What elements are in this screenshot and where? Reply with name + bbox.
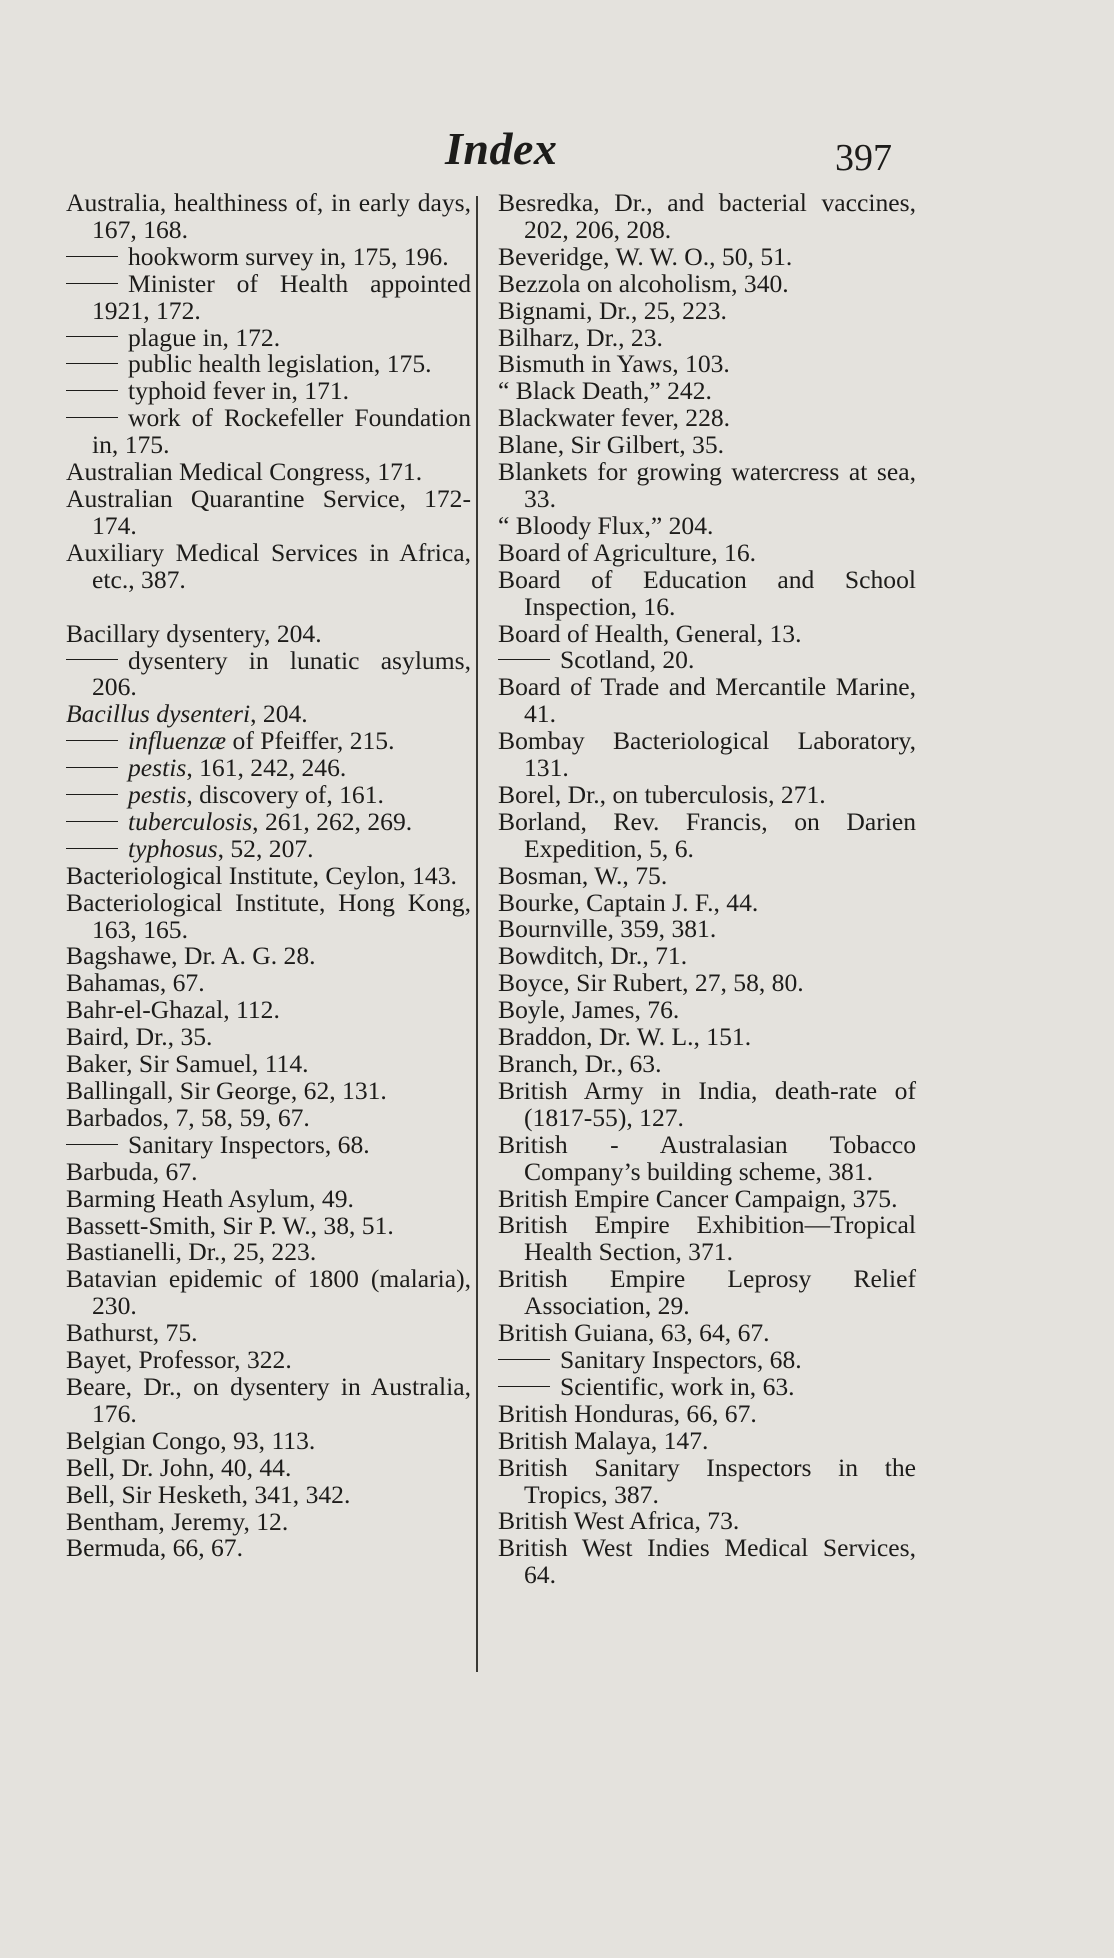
entry-text: Ballingall, Sir George, 62, 131. — [66, 1076, 387, 1105]
index-entry — [66, 483, 471, 540]
entry-text: British West Africa, 73. — [498, 1506, 740, 1536]
entry-text: Baird, Dr., 35. — [66, 1022, 213, 1052]
index-entry — [66, 1266, 471, 1320]
index-entry — [66, 618, 471, 648]
index-subentry — [66, 268, 471, 325]
index-entry — [66, 1156, 471, 1186]
repeat-dash — [66, 848, 118, 849]
index-entry — [498, 943, 916, 970]
index-entry — [66, 1347, 471, 1374]
index-entry — [498, 241, 916, 271]
index-entry — [66, 1024, 471, 1051]
index-column-right — [498, 190, 916, 1589]
index-entry — [498, 322, 916, 352]
entry-text: Belgian Congo, 93, 113. — [66, 1425, 316, 1455]
index-entry — [66, 997, 471, 1024]
index-subentry — [66, 405, 471, 459]
entry-text: Batavian epidemic of 1800 (malaria), 230. — [66, 1264, 471, 1321]
entry-text: British Empire Cancer Campaign, 375. — [498, 1183, 898, 1213]
index-entry — [498, 887, 916, 917]
entry-text: Bowditch, Dr., 71. — [498, 941, 688, 971]
entry-text: Bahamas, 67. — [66, 968, 205, 998]
entry-text: Boyce, Sir Rubert, 27, 58, 80. — [498, 968, 804, 998]
entry-text: Board of Education and School Inspection, 16. — [498, 564, 916, 621]
index-column-left — [66, 190, 471, 1562]
entry-text: work of Rockefeller Foundation in, 175. — [92, 403, 471, 460]
index-entry — [66, 701, 471, 728]
index-entry — [498, 779, 916, 809]
entry-text: Bezzola on alcoholism, 340. — [498, 268, 789, 298]
entry-text: Braddon, Dr. W. L., 151. — [498, 1022, 752, 1052]
repeat-dash — [66, 1144, 118, 1145]
index-entry — [498, 378, 916, 405]
index-entry — [66, 459, 471, 486]
entry-text: Board of Agriculture, 16. — [498, 537, 757, 567]
index-entry — [498, 1452, 916, 1509]
index-entry — [66, 1535, 471, 1562]
index-entry — [66, 1210, 471, 1240]
repeat-dash — [498, 1359, 550, 1360]
entry-text: Bermuda, 66, 67. — [66, 1533, 243, 1563]
entry-text: Bosman, W., 75. — [498, 860, 668, 890]
repeat-dash — [66, 740, 118, 741]
index-subentry — [66, 782, 471, 809]
entry-text: Bastianelli, Dr., 25, 223. — [66, 1237, 317, 1267]
entry-text: Bentham, Jeremy, 12. — [66, 1506, 289, 1536]
repeat-dash — [66, 767, 118, 768]
index-entry — [498, 1320, 916, 1347]
entry-text: “ Black Death,” 242. — [498, 376, 712, 406]
index-entry — [498, 674, 916, 728]
page-title: Index — [445, 123, 558, 174]
index-subentry — [498, 1344, 916, 1374]
index-entry — [66, 1425, 471, 1455]
index-subentry — [498, 1371, 916, 1401]
index-entry — [498, 728, 916, 782]
index-subentry — [66, 351, 471, 378]
entry-text: Bassett-Smith, Sir P. W., 38, 51. — [66, 1210, 394, 1240]
entry-text: , 261, 262, 269. — [252, 806, 413, 836]
entry-text: Besredka, Dr., and bacterial vaccines, 202, 206, 208. — [498, 188, 916, 244]
entry-text: Bagshawe, Dr. A. G. 28. — [66, 941, 316, 971]
entry-text: Bell, Dr. John, 40, 44. — [66, 1452, 292, 1482]
index-entry — [66, 970, 471, 997]
index-entry — [66, 1320, 471, 1347]
repeat-dash — [66, 363, 118, 364]
repeat-dash — [66, 794, 118, 795]
index-entry — [66, 190, 471, 244]
entry-text: Board of Health, General, 13. — [498, 618, 802, 648]
entry-text: British Malaya, 147. — [498, 1425, 709, 1455]
entry-term-italic: Bacillus dysenteri — [66, 699, 251, 729]
index-entry — [498, 351, 916, 378]
index-subentry — [66, 645, 471, 702]
index-entry — [498, 1425, 916, 1455]
repeat-dash — [498, 659, 550, 660]
entry-text: British Army in India, death-rate of (1817-55), 127. — [498, 1075, 916, 1132]
index-entry — [66, 1102, 471, 1132]
index-entry — [498, 432, 916, 459]
repeat-dash — [66, 390, 118, 391]
index-entry — [66, 1479, 471, 1509]
entry-text: Barming Heath Asylum, 49. — [66, 1183, 354, 1213]
entry-text: Australia, healthiness of, in early days, 167, 168. — [66, 188, 471, 244]
index-subentry — [498, 647, 916, 674]
entry-text: Bacillary dysentery, 204. — [66, 618, 322, 648]
repeat-dash — [66, 256, 118, 257]
repeat-dash — [66, 336, 118, 337]
entry-text: , discovery of, 161. — [186, 780, 384, 810]
entry-text: British West Indies Medical Services, 64. — [498, 1533, 916, 1590]
index-subentry — [66, 728, 471, 755]
entry-text: Bacteriological Institute, Hong Kong, 163, 165. — [66, 887, 471, 944]
index-entry — [498, 916, 916, 943]
entry-text: Boyle, James, 76. — [498, 995, 680, 1025]
entry-text: Bahr-el-Ghazal, 112. — [66, 995, 280, 1025]
repeat-dash — [66, 417, 118, 418]
entry-text: typhoid fever in, 171. — [128, 376, 350, 406]
entry-text: , 52, 207. — [217, 833, 314, 863]
entry-text: Bignami, Dr., 25, 223. — [498, 295, 727, 325]
index-entry — [498, 268, 916, 298]
entry-text: Bourke, Captain J. F., 44. — [498, 887, 759, 917]
index-entry — [66, 860, 471, 890]
entry-text: British Empire Exhibition—Tropical Health Section, 371. — [498, 1210, 916, 1267]
index-subentry — [66, 806, 471, 836]
index-subentry — [66, 378, 471, 405]
index-entry — [66, 1371, 471, 1428]
entry-text: Sanitary Inspectors, 68. — [560, 1344, 802, 1374]
column-divider — [476, 196, 478, 1672]
index-entry — [498, 997, 916, 1024]
entry-text: Beare, Dr., on dysentery in Australia, 176. — [66, 1371, 471, 1428]
index-entry — [66, 1239, 471, 1266]
entry-text: Scientific, work in, 63. — [560, 1371, 795, 1401]
entry-text: “ Bloody Flux,” 204. — [498, 510, 714, 540]
index-entry — [498, 510, 916, 540]
index-entry — [498, 459, 916, 513]
index-entry — [498, 1075, 916, 1132]
entry-text: of Pfeiffer, 215. — [226, 726, 395, 756]
index-entry — [66, 1078, 471, 1105]
entry-term-italic: pestis — [128, 780, 187, 810]
index-subentry — [66, 1129, 471, 1159]
index-entry — [498, 295, 916, 325]
index-entry — [66, 887, 471, 944]
entry-text: Bacteriological Institute, Ceylon, 143. — [66, 860, 457, 890]
index-entry — [498, 1183, 916, 1213]
index-entry — [66, 943, 471, 970]
repeat-dash — [66, 659, 118, 660]
entry-text: Auxiliary Medical Services in Africa, etc., 387. — [66, 537, 471, 594]
entry-text: Bathurst, 75. — [66, 1318, 198, 1348]
entry-term-italic: influenzæ — [128, 726, 227, 756]
index-entry — [66, 537, 471, 594]
index-subentry — [66, 241, 471, 271]
entry-text: Bombay Bacteriological Laboratory, 131. — [498, 726, 916, 783]
entry-text: Australian Quarantine Service, 172-174. — [66, 483, 471, 540]
entry-text: plague in, 172. — [128, 322, 281, 352]
entry-text: , 204. — [250, 699, 308, 729]
entry-text: Bournville, 359, 381. — [498, 914, 717, 944]
index-entry — [498, 1398, 916, 1428]
entry-text: Australian Medical Congress, 171. — [66, 457, 423, 487]
entry-term-italic: pestis — [128, 753, 187, 783]
entry-text: Borel, Dr., on tuberculosis, 271. — [498, 779, 826, 809]
entry-text: Minister of Health appointed 1921, 172. — [92, 268, 471, 325]
index-entry — [498, 1024, 916, 1051]
entry-text: Board of Trade and Mercantile Marine, 41. — [498, 672, 916, 729]
index-entry — [498, 860, 916, 890]
entry-text: hookworm survey in, 175, 196. — [128, 241, 449, 271]
entry-text: Bell, Sir Hesketh, 341, 342. — [66, 1479, 351, 1509]
index-entry — [66, 1051, 471, 1078]
entry-text: British - Australasian Tobacco Company’s building scheme, 381. — [498, 1129, 916, 1186]
entry-text: dysentery in lunatic asylums, 206. — [92, 645, 471, 702]
entry-text: Branch, Dr., 63. — [498, 1049, 662, 1078]
entry-text: Bilharz, Dr., 23. — [498, 322, 663, 352]
entry-text: Bayet, Professor, 322. — [66, 1345, 292, 1375]
repeat-dash — [66, 821, 118, 822]
index-entry — [498, 1508, 916, 1535]
entry-text: British Empire Leprosy Relief Association, 29. — [498, 1264, 916, 1321]
index-entry — [498, 806, 916, 863]
entry-text: Bismuth in Yaws, 103. — [498, 349, 730, 379]
index-entry — [498, 1266, 916, 1320]
entry-text: Scotland, 20. — [560, 645, 695, 675]
index-entry — [498, 970, 916, 997]
entry-text: public health legislation, 175. — [128, 349, 432, 379]
index-entry — [498, 1535, 916, 1589]
entry-text: , 161, 242, 246. — [186, 753, 347, 783]
index-entry — [498, 537, 916, 567]
entry-text: Blackwater fever, 228. — [498, 403, 731, 433]
entry-text: Barbuda, 67. — [66, 1156, 198, 1186]
page-number: 397 — [835, 137, 892, 179]
entry-text: British Guiana, 63, 64, 67. — [498, 1318, 770, 1348]
index-entry — [498, 1129, 916, 1186]
index-entry — [498, 618, 916, 648]
repeat-dash — [66, 283, 118, 284]
entry-text: British Sanitary Inspectors in the Tropics, 387. — [498, 1452, 916, 1509]
entry-text: Beveridge, W. W. O., 50, 51. — [498, 241, 793, 271]
index-subentry — [66, 322, 471, 352]
index-entry — [498, 190, 916, 244]
entry-text: Blane, Sir Gilbert, 35. — [498, 430, 725, 460]
index-entry — [66, 1183, 471, 1213]
entry-text: Barbados, 7, 58, 59, 67. — [66, 1102, 310, 1132]
section-gap — [66, 594, 471, 621]
entry-text: Baker, Sir Samuel, 114. — [66, 1049, 309, 1079]
entry-text: Borland, Rev. Francis, on Darien Expedition, 5, 6. — [498, 806, 916, 863]
index-entry — [498, 1212, 916, 1266]
index-entry — [498, 405, 916, 432]
index-subentry — [66, 833, 471, 863]
entry-term-italic: typhosus — [128, 833, 218, 863]
index-subentry — [66, 755, 471, 782]
index-entry — [498, 1051, 916, 1078]
index-entry — [66, 1452, 471, 1482]
entry-text: Sanitary Inspectors, 68. — [128, 1129, 370, 1159]
entry-term-italic: tuberculosis — [128, 806, 253, 836]
entry-text: Blankets for growing watercress at sea, 33. — [498, 457, 916, 513]
index-entry — [66, 1506, 471, 1536]
entry-text: British Honduras, 66, 67. — [498, 1398, 757, 1428]
repeat-dash — [498, 1386, 550, 1387]
index-entry — [498, 564, 916, 621]
